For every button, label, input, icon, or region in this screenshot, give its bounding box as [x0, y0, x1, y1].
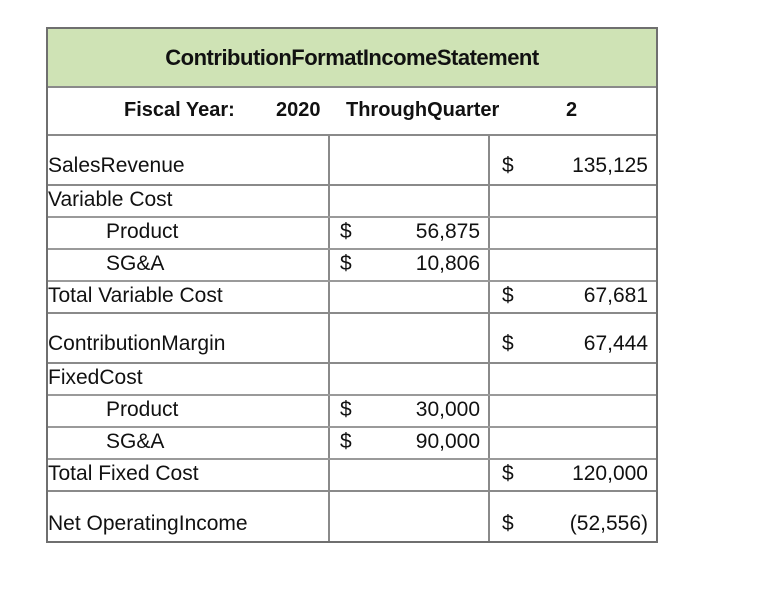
row-label: SalesRevenue — [48, 154, 185, 177]
currency-symbol: $ — [340, 220, 352, 243]
through-quarter-label: ThroughQuarter — [346, 99, 500, 121]
table-row — [48, 428, 656, 458]
right-cell — [490, 428, 656, 458]
amount-value: 120,000 — [572, 462, 648, 485]
right-cell — [490, 250, 656, 280]
fiscal-year-label: Fiscal Year: — [124, 99, 235, 121]
table-row — [48, 492, 656, 541]
mid-cell — [328, 492, 490, 541]
amount-value: 67,681 — [583, 284, 648, 307]
currency-symbol: $ — [340, 398, 352, 421]
table-row — [48, 218, 656, 248]
mid-cell — [328, 282, 490, 312]
row-label: FixedCost — [48, 366, 143, 389]
row-label: Product — [106, 220, 179, 243]
table-row — [48, 314, 656, 362]
mid-cell — [328, 250, 490, 280]
right-cell — [490, 136, 656, 184]
row-label: ContributionMargin — [48, 332, 226, 355]
currency-symbol: $ — [502, 284, 514, 307]
row-label: Product — [106, 398, 179, 421]
mid-cell — [328, 428, 490, 458]
amount-value: 90,000 — [415, 430, 480, 453]
fiscal-period-row — [48, 88, 656, 136]
currency-symbol: $ — [502, 512, 514, 535]
currency-symbol: $ — [340, 430, 352, 453]
mid-cell — [328, 460, 490, 490]
mid-cell — [328, 364, 490, 394]
table-row — [48, 250, 656, 280]
amount-value: 135,125 — [572, 154, 648, 177]
row-label: SG&A — [106, 430, 165, 453]
amount-value: 10,806 — [415, 252, 480, 275]
right-cell — [490, 492, 656, 541]
mid-cell — [328, 186, 490, 216]
right-cell — [490, 396, 656, 426]
table-row — [48, 364, 656, 394]
row-label: SG&A — [106, 252, 165, 275]
amount-value: 30,000 — [415, 398, 480, 421]
quarter-value: 2 — [566, 99, 578, 121]
row-label: Net OperatingIncome — [48, 512, 248, 535]
statement-title: ContributionFormatIncomeStatement — [48, 29, 656, 88]
amount-value: (52,556) — [569, 512, 648, 535]
mid-cell — [328, 396, 490, 426]
table-row — [48, 186, 656, 216]
table-row — [48, 136, 656, 184]
currency-symbol: $ — [502, 154, 514, 177]
table-row — [48, 396, 656, 426]
mid-cell — [328, 218, 490, 248]
right-cell — [490, 460, 656, 490]
currency-symbol: $ — [340, 252, 352, 275]
fiscal-year-value: 2020 — [276, 99, 321, 121]
amount-value: 67,444 — [583, 332, 648, 355]
right-cell — [490, 186, 656, 216]
row-label: Variable Cost — [48, 188, 173, 211]
table-row — [48, 460, 656, 490]
currency-symbol: $ — [502, 462, 514, 485]
currency-symbol: $ — [502, 332, 514, 355]
row-label: Total Fixed Cost — [48, 462, 199, 485]
row-label: Total Variable Cost — [48, 284, 223, 307]
right-cell — [490, 314, 656, 362]
table-row — [48, 282, 656, 312]
right-cell — [490, 364, 656, 394]
right-cell — [490, 218, 656, 248]
mid-cell — [328, 314, 490, 362]
mid-cell — [328, 136, 490, 184]
right-cell — [490, 282, 656, 312]
amount-value: 56,875 — [415, 220, 480, 243]
income-statement-sheet — [46, 27, 658, 543]
